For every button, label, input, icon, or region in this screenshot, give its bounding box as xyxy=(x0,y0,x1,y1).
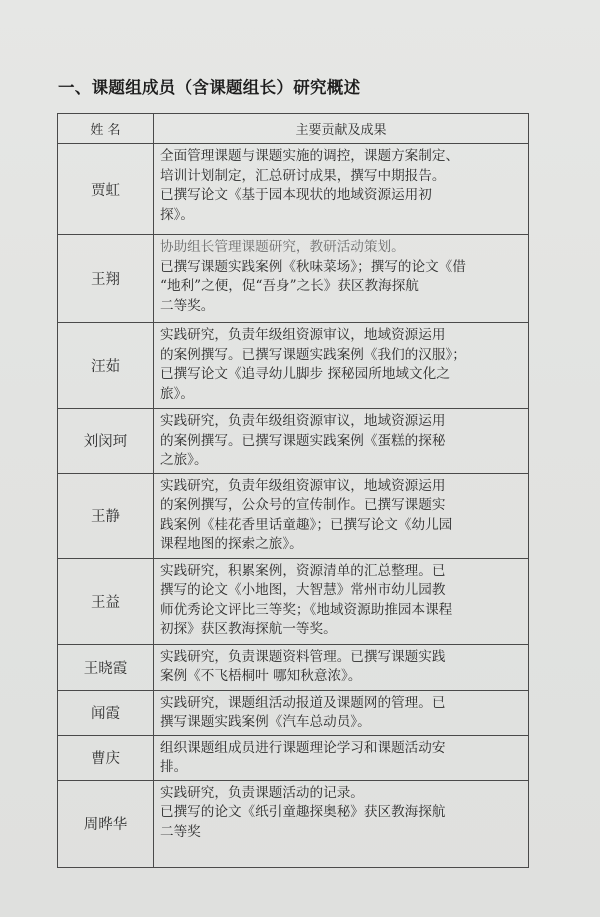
contribution-line: 实践研究，负责年级组资源审议，地域资源运用 xyxy=(160,413,446,429)
contribution-line: 全面管理课题与课题实施的调控，课题方案制定、 xyxy=(160,148,460,164)
contribution-line: 已撰写课题实践案例《秋味菜场》；撰写的论文《借 xyxy=(160,258,466,275)
member-name: 贾虹 xyxy=(58,144,154,235)
table-row xyxy=(58,558,529,644)
contribution-line: 实践研究，课题组活动报道及课题网的管理。已 xyxy=(160,694,446,711)
member-name: 曹庆 xyxy=(58,735,154,780)
member-name: 王翔 xyxy=(58,235,154,323)
contribution-line: “地利”之便，促“吾身”之长》获区教海探航 xyxy=(160,278,419,294)
contribution-line: 实践研究，积累案例，资源清单的汇总整理。已 xyxy=(160,562,446,579)
header-contribution: 主要贡献及成果 xyxy=(154,114,529,144)
contribution-line: 培训计划制定，汇总研讨成果，撰写中期报告。 xyxy=(160,167,446,184)
table-header-row xyxy=(58,114,529,144)
contribution-line: 的案例撰写。已撰写课题实践案例《蛋糕的探秘 xyxy=(160,432,446,449)
member-contribution xyxy=(154,473,529,558)
contribution-line: 践案例《桂花香里话童趣》；已撰写论文《幼儿园 xyxy=(160,516,453,533)
table-row xyxy=(58,690,529,735)
contribution-line: 排。 xyxy=(160,759,188,775)
contribution-line: 探》。 xyxy=(160,206,194,223)
table-row xyxy=(58,144,529,235)
contribution-line: 协助组长管理课题研究，教研活动策划。 xyxy=(160,239,405,255)
contribution-line: 实践研究，负责课题活动的记录。 xyxy=(160,784,364,801)
contribution-line: 实践研究，负责课题资料管理。已撰写课题实践 xyxy=(160,648,446,665)
member-name: 刘闵珂 xyxy=(58,409,154,474)
member-name: 汪茹 xyxy=(58,323,154,409)
members-table xyxy=(57,113,529,868)
header-name: 姓 名 xyxy=(58,114,154,144)
member-name: 王晓霞 xyxy=(58,644,154,690)
table-row xyxy=(58,644,529,690)
member-name: 王静 xyxy=(58,473,154,558)
member-name: 王益 xyxy=(58,558,154,644)
member-name: 闻霞 xyxy=(58,690,154,735)
contribution-line: 的案例撰写。已撰写课题实践案例《我们的汉服》； xyxy=(160,346,466,363)
member-contribution xyxy=(154,323,529,409)
table-row xyxy=(58,780,529,867)
contribution-line: 的案例撰写，公众号的宣传制作。已撰写课题实 xyxy=(160,497,446,513)
contribution-line: 已撰写的论文《纸引童趣探奥秘》获区教海探航 xyxy=(160,804,446,820)
member-contribution xyxy=(154,144,529,235)
contribution-line: 初探》获区教海探航一等奖。 xyxy=(160,621,337,637)
contribution-line: 已撰写论文《追寻幼儿脚步 探秘园所地域文化之 xyxy=(160,366,450,382)
contribution-line: 案例《不飞梧桐叶 哪知秋意浓》。 xyxy=(160,668,362,684)
table-row xyxy=(58,323,529,409)
table-row xyxy=(58,735,529,780)
contribution-line: 撰写的论文《小地图，大智慧》常州市幼儿园教 xyxy=(160,582,446,598)
contribution-line: 组织课题组成员进行课题理论学习和课题活动安 xyxy=(160,739,446,756)
contribution-line: 师优秀论文评比三等奖；《地域资源助推园本课程 xyxy=(160,601,453,618)
contribution-line: 旅》。 xyxy=(160,385,194,402)
member-contribution xyxy=(154,235,529,323)
contribution-line: 之旅》。 xyxy=(160,452,208,468)
member-contribution xyxy=(154,780,529,867)
member-contribution xyxy=(154,558,529,644)
member-contribution xyxy=(154,409,529,474)
member-contribution xyxy=(154,735,529,780)
table-row xyxy=(58,473,529,558)
contribution-line: 二等奖。 xyxy=(160,297,215,314)
contribution-line: 实践研究，负责年级组资源审议，地域资源运用 xyxy=(160,477,446,494)
member-contribution xyxy=(154,690,529,735)
contribution-line: 课程地图的探索之旅》。 xyxy=(160,536,303,552)
contribution-line: 二等奖 xyxy=(160,823,201,840)
table-row xyxy=(58,235,529,323)
contribution-line: 撰写课题实践案例《汽车总动员》。 xyxy=(160,714,371,730)
contribution-line: 已撰写论文《基于园本现状的地域资源运用初 xyxy=(160,187,432,203)
member-name: 周晔华 xyxy=(58,780,154,867)
member-contribution xyxy=(154,644,529,690)
contribution-line: 实践研究，负责年级组资源审议，地域资源运用 xyxy=(160,327,446,343)
section-title: 一、课题组成员（含课题组长）研究概述 xyxy=(58,78,361,97)
table-row xyxy=(58,409,529,474)
